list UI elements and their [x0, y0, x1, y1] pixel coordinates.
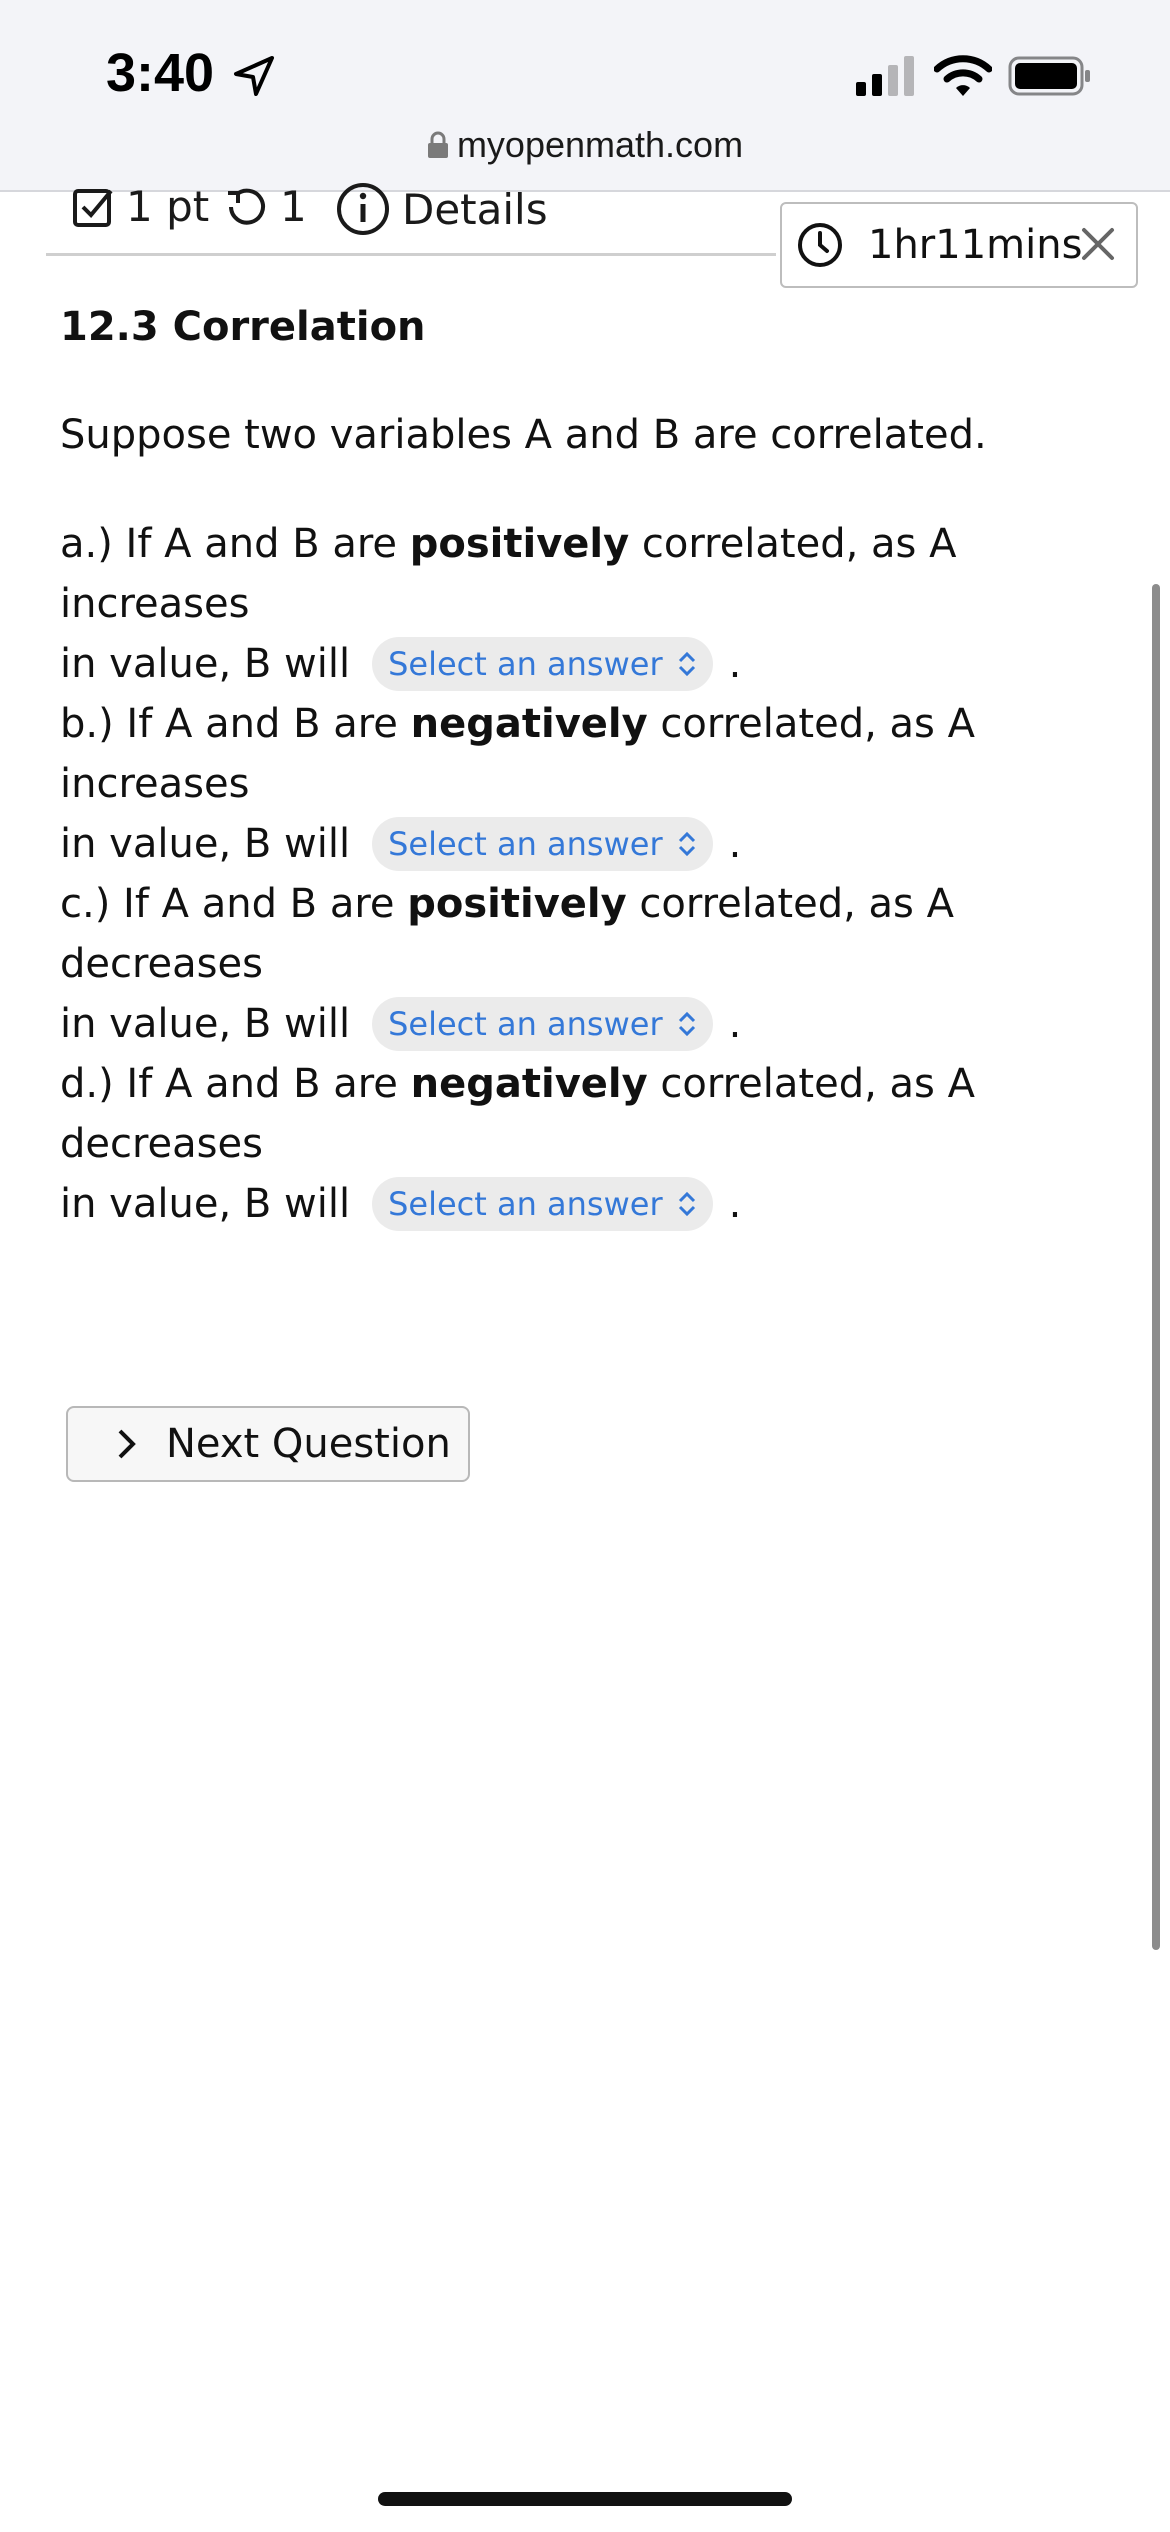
lock-icon [427, 131, 449, 159]
question-part-c [60, 874, 1120, 1054]
battery-icon [1008, 56, 1092, 96]
status-time: 3:40 [106, 43, 215, 103]
question-header [46, 182, 776, 256]
timer-box [780, 202, 1138, 288]
url-text: myopenmath.com [456, 124, 744, 165]
location-arrow-icon [232, 54, 276, 98]
select-value: Select an answer [388, 825, 663, 863]
checkbox-icon [72, 186, 114, 228]
select-value: Select an answer [388, 645, 663, 683]
chevron-updown-icon [677, 651, 697, 677]
points-indicator [72, 182, 209, 231]
clock-icon [796, 221, 844, 269]
part-text: d.) If A and B are [60, 1061, 411, 1107]
next-question-button[interactable] [66, 1406, 470, 1482]
answer-select-c[interactable] [372, 997, 713, 1051]
next-question-label: Next Question [166, 1421, 451, 1467]
signal-icon [856, 56, 916, 96]
part-text: a.) If A and B are [60, 521, 410, 567]
retry-icon [224, 185, 268, 229]
part-text: . [728, 1001, 742, 1047]
question-part-b [60, 694, 1120, 874]
question-intro: Suppose two variables A and B are correlated. [60, 412, 987, 458]
part-text: . [728, 821, 742, 867]
part-emphasis: negatively [410, 701, 648, 747]
browser-chrome [0, 0, 1170, 192]
part-text: in value, B will [60, 1001, 351, 1047]
part-emphasis: negatively [410, 1061, 648, 1107]
home-indicator[interactable] [378, 2492, 792, 2506]
attempts-indicator [224, 182, 307, 231]
points-text: 1 pt [126, 182, 210, 231]
scrollbar[interactable] [1152, 584, 1160, 1950]
part-text: in value, B will [60, 1181, 351, 1227]
question-part-a [60, 514, 1120, 694]
part-text: in value, B will [60, 641, 351, 687]
details-toggle[interactable] [336, 182, 548, 236]
attempts-text: 1 [280, 182, 307, 231]
part-text: . [728, 641, 742, 687]
wifi-icon [934, 54, 992, 98]
part-text: . [728, 1181, 742, 1227]
answer-select-a[interactable] [372, 637, 713, 691]
question-title: 12.3 Correlation [60, 304, 426, 350]
answer-select-b[interactable] [372, 817, 713, 871]
part-text: in value, B will [60, 821, 351, 867]
chevron-updown-icon [677, 1191, 697, 1217]
part-text: correlated, as A increases [60, 701, 975, 807]
url-bar[interactable] [0, 124, 1170, 166]
select-value: Select an answer [388, 1005, 663, 1043]
timer-text: 1hr11mins [868, 222, 1083, 268]
select-value: Select an answer [388, 1185, 663, 1223]
details-label: Details [402, 184, 548, 234]
chevron-updown-icon [677, 831, 697, 857]
answer-select-d[interactable] [372, 1177, 713, 1231]
part-emphasis: positively [407, 881, 627, 927]
part-text: correlated, as A decreases [60, 1061, 975, 1167]
chevron-updown-icon [677, 1011, 697, 1037]
part-text: b.) If A and B are [60, 701, 411, 747]
part-text: c.) If A and B are [60, 881, 408, 927]
question-part-d [60, 1054, 1120, 1234]
part-text: correlated, as A decreases [60, 881, 954, 987]
chevron-right-icon [116, 1427, 138, 1461]
part-emphasis: positively [409, 521, 630, 567]
part-text: correlated, as A increases [60, 521, 957, 627]
info-icon [336, 182, 390, 236]
close-icon[interactable] [1078, 224, 1118, 264]
